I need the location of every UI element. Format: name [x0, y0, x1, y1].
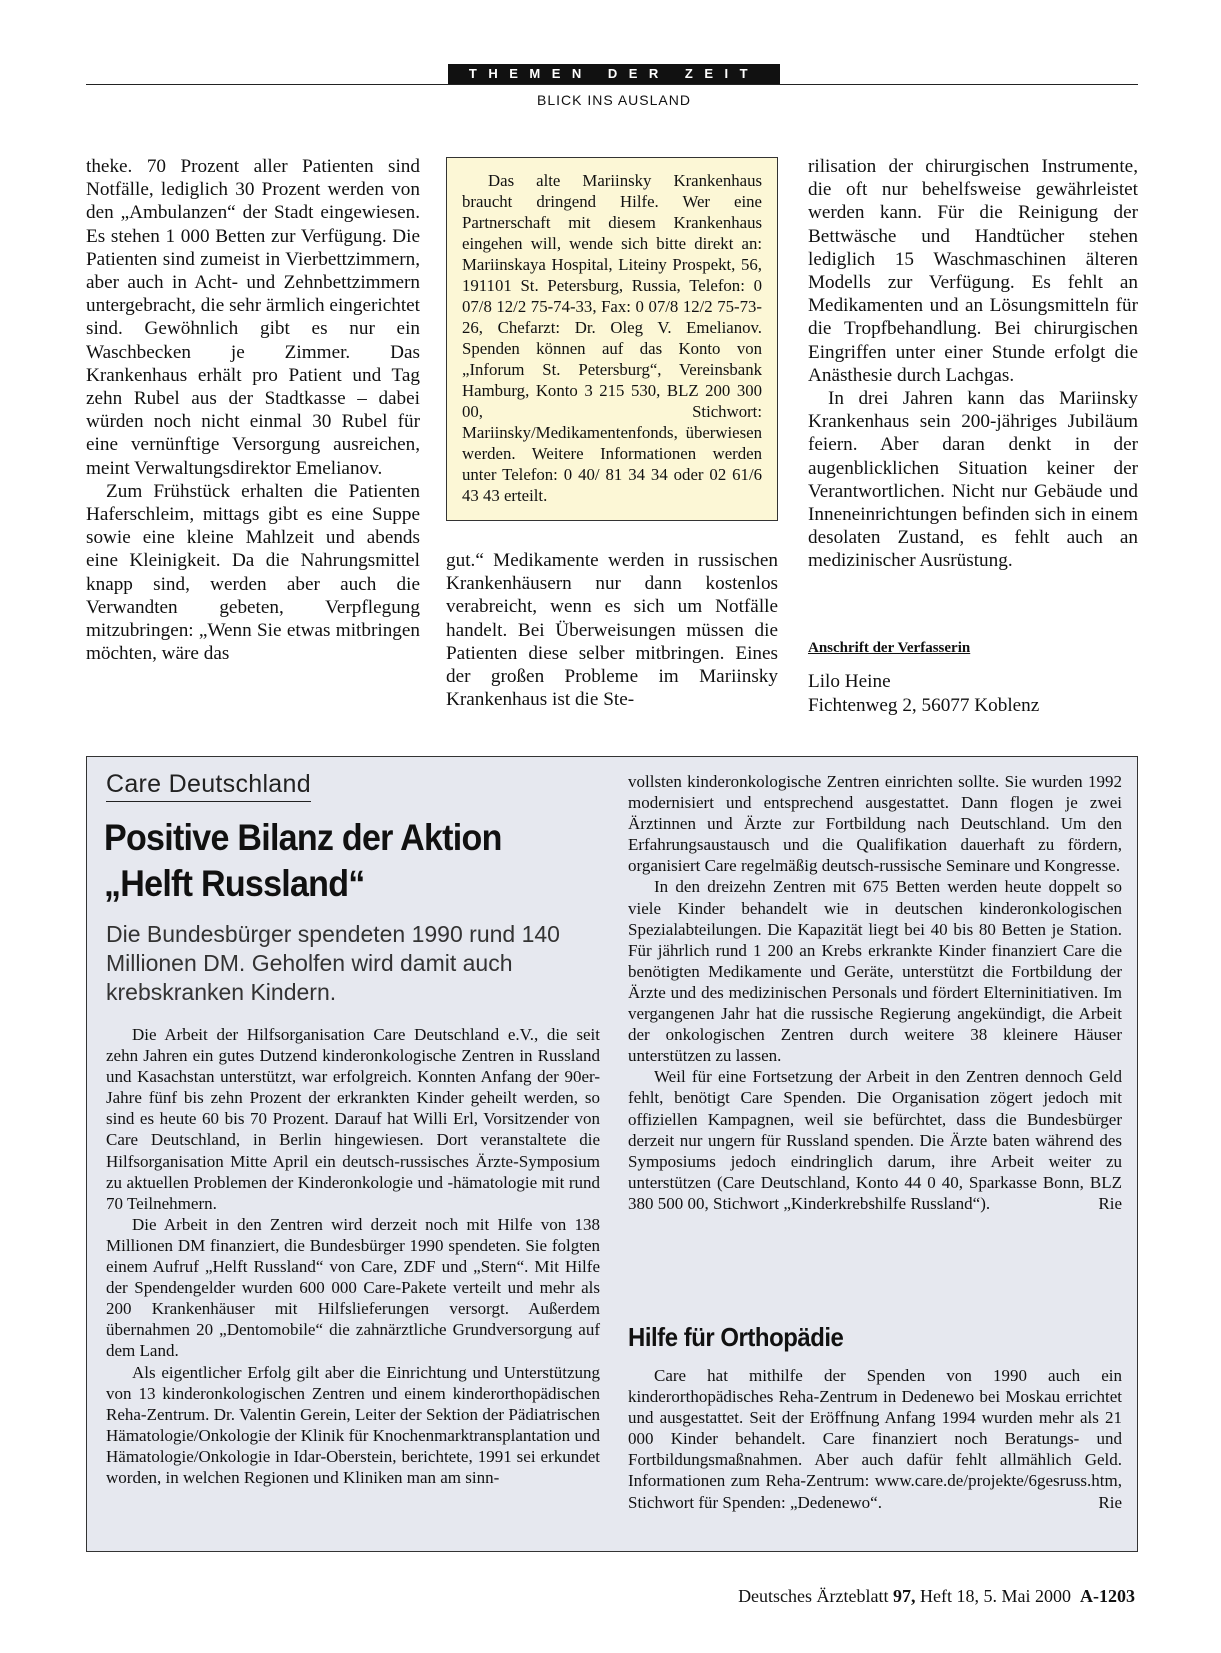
journal-issue: Heft 18, 5. Mai 2000 — [920, 1586, 1071, 1606]
article-paragraph: In drei Jahren kann das Mariinsky Krankenhaus sein 200-jähriges Jubiläum feiern. Aber daran denkt in der augenblicklichen Situation keiner der Verantwortlichen. Nicht nur Gebäude und Inneneinrichtungen befinden sich in einem desolaten Zustand, es fehlt auch an medizinischer Ausrüstung. — [808, 388, 1138, 572]
orthopedics-heading: Hilfe für Orthopädie — [628, 1322, 844, 1352]
article-paragraph: Zum Frühstück erhalten die Patienten Haferschleim, mittags gibt es eine Suppe sowie eine kleine Mahlzeit und abends eine Kleinigkeit. Da die Nahrungsmittel knapp sind, werden aber auch die Verwandten gebeten, Verpflegung mitzubringen: „Wenn Sie etwas mitbringen möchten, wäre das — [86, 480, 420, 665]
care-headline-line-1: Positive Bilanz der Aktion — [104, 817, 502, 858]
care-signature: Rie — [1098, 1193, 1122, 1213]
article-column-3 — [808, 155, 1138, 573]
donation-info-box — [446, 157, 778, 521]
care-paragraph: Care hat mithilfe der Spenden von 1990 auch ein kinderorthopädisches Reha-Zentrum in Dedenewo bei Moskau errichtet und ausgestattet. Seit der Eröffnung Anfang 1994 wurden mehr als 21 000 Kinder behandelt. Care finanziert noch Beratungs- und Fortbildungsmaßnahmen. Aber auch dafür fehlt allmählich Geld. Informationen zum Reha-Zentrum: www.care.de/projekte/6gesruss.htm, Stichwort für Spenden: „Dedenewo“. — [628, 1366, 1122, 1512]
article-column-1 — [86, 155, 420, 665]
care-paragraph: Als eigentlicher Erfolg gilt aber die Einrichtung und Unterstützung von 13 kinderonkologischen Zentren und einem kinderorthopädischen Reha-Zentrum. Dr. Valentin Gerein, Leiter der Sektion der Pädiatrischen Hämatologie/Onkologie der Klinik für Knochenmarktransplantation und Hämatologie/Onkologie in Idar-Oberstein, berichtete, 1991 sei erkundet worden, in welchen Regionen und Kliniken man am sinn- — [106, 1362, 600, 1487]
author-address-heading: Anschrift der Verfasserin — [808, 640, 971, 656]
section-banner: THEMEN DER ZEIT — [448, 64, 780, 84]
care-paragraph: Weil für eine Fortsetzung der Arbeit in den Zentren dennoch Geld fehlt, benötigt Care Spenden. Die Organisation zögert jedoch mit offiziellen Kampagnen, weil sie befürchtet, dass die Bundesbürger derzeit nur ungern für Russland spenden. Die Ärzte baten während des Symposiums jedoch eindringlich darum, ihre Arbeit weiter zu unterstützen (Care Deutschland, Konto 44 0 40, Sparkasse Bonn, BLZ 380 500 00, Stichwort „Kinderkrebshilfe Russland“). — [628, 1067, 1122, 1213]
care-paragraph: Die Arbeit in den Zentren wird derzeit noch mit Hilfe von 138 Millionen DM finanziert, die Bundesbürger 1990 spendeten. Sie folgten einem Aufruf „Helft Russland“ von Care, ZDF und „Stern“. Mit Hilfe der Spendengelder wurden 600 000 Care-Pakete verteilt und mehr als 200 Krankenhäuser mit Hilfslieferungen versorgt. Außerdem übernahmen 20 „Dentomobile“ die zahnärztliche Grundversorgung auf dem Land. — [106, 1214, 600, 1361]
header-rule — [86, 84, 1138, 85]
page-number: A-1203 — [1080, 1586, 1135, 1606]
care-column-left — [106, 1024, 600, 1488]
care-paragraph: vollsten kinderonkologische Zentren einrichten sollte. Sie wurden 1992 modernisiert und entsprechend ausgestattet. Dann flogen je zwei Ärztinnen und Ärzte zur Fortbildung nach Deutschland. Um den Erfahrungsaustausch und die Qualifikation dauerhaft zu fördern, organisiert Care regelmäßig deutsch-russische Seminare und Kongresse. — [628, 772, 1122, 876]
care-subtitle: Die Bundesbürger spendeten 1990 rund 140 Millionen DM. Geholfen wird damit auch krebskranken Kindern. — [106, 921, 560, 1005]
subsection-label: BLICK INS AUSLAND — [537, 92, 691, 108]
author-name: Lilo Heine — [808, 671, 891, 692]
journal-volume: 97, — [893, 1586, 916, 1606]
info-box-text: Das alte Mariinsky Krankenhaus braucht dringend Hilfe. Wer eine Partnerschaft mit diesem Krankenhaus eingehen will, wende sich bitte direkt an: Mariinskaya Hospital, Liteiny Prospekt, 56, 191101 St. Petersburg, Russia, Telefon: 0 07/8 12/2 75-74-33, Fax: 0 07/8 12/2 75-73-26, Chefarzt: Dr. Oleg V. Emelianov. Spenden können auf das Konto von „Inforum St. Petersburg“, Vereinsbank Hamburg, Konto 3 215 530, BLZ 200 300 00, Stichwort: Mariinsky/Medikamentenfonds, überwiesen werden. Weitere Informationen werden unter Telefon: 0 40/ 81 34 34 oder 02 61/6 43 43 erteilt. — [462, 171, 762, 505]
journal-name: Deutsches Ärzteblatt — [738, 1586, 889, 1606]
orthopedics-column — [628, 1365, 1122, 1513]
care-paragraph: Die Arbeit der Hilfsorganisation Care Deutschland e.V., die seit zehn Jahren ein gutes Dutzend kinderonkologische Zentren in Russland und Kasachstan unterstützt, war erfolgreich. Konnten Anfang der 90er-Jahre fünf bis zehn Prozent der erkrankten Kinder geheilt werden, so sind es heute 60 bis 70 Prozent. Darauf hat Willi Erl, Vorsitzender von Care Deutschland, in Berlin hingewiesen. Dort veranstaltete die Hilfsorganisation Mitte April ein deutsch-russisches Ärzte-Symposium zu aktuellen Problemen der Kinderonkologie und -hämatologie mit rund 70 Teilnehmern. — [106, 1025, 600, 1213]
article-column-2 — [446, 549, 778, 711]
article-paragraph: rilisation der chirurgischen Instrumente, die oft nur behelfsweise gewährleistet werden kann. Für die Reinigung der Bettwäsche und Handtücher stehen lediglich 15 Waschmaschinen älteren Modells zur Verfügung. Es fehlt an Medikamenten und an Lösungsmitteln für die Tropfbehandlung. Bei chirurgischen Eingriffen unter einer Stunde erfolgt die Anästhesie durch Lachgas. — [808, 156, 1138, 386]
article-paragraph: gut.“ Medikamente werden in russischen Krankenhäusern nur dann kostenlos verabreicht, wenn es sich um Notfälle handelt. Bei Überweisungen müssen die Patienten diese selber mitbringen. Eines der großen Probleme im Mariinsky Krankenhaus ist die Ste- — [446, 550, 778, 711]
orthopedics-signature: Rie — [1098, 1492, 1122, 1512]
care-headline — [104, 815, 546, 907]
care-kicker: Care Deutschland — [106, 770, 311, 802]
author-street: Fichtenweg 2, 56077 Koblenz — [808, 695, 1040, 716]
page-footer — [738, 1586, 1135, 1607]
article-paragraph: theke. 70 Prozent aller Patienten sind Notfälle, lediglich 30 Prozent werden von den „Ambulanzen“ der Stadt eingewiesen. Es stehen 1 000 Betten zur Verfügung. Die Patienten sind zumeist in Vierbettzimmern, aber auch in Acht- und Zehnbettzimmern untergebracht, die sehr ärmlich eingerichtet sind. Gewöhnlich gibt es nur ein Waschbecken je Zimmer. Das Krankenhaus erhält pro Patient und Tag zehn Rubel aus der Stadtkasse – dabei würden noch nicht einmal 30 Rubel für eine vernünftige Versorgung ausreichen, meint Verwaltungsdirektor Emelianov. — [86, 156, 420, 479]
care-headline-line-2: „Helft Russland“ — [104, 863, 365, 904]
care-paragraph: In den dreizehn Zentren mit 675 Betten werden heute doppelt so viele Kinder behandelt wie in deutschen kinderonkologischen Spezialabteilungen. Die Kapazität liegt bei 40 bis 80 Betten je Station. Für jährlich rund 1 200 an Krebs erkrankte Kinder finanziert Care die benötigten Medikamente und Geräte, unterstützt die Fortbildung der Ärzte und des medizinischen Personals und fördert Elterninitiativen. Im vergangenen Jahr hat die russische Regierung angekündigt, die Arbeit der onkologischen Zentren durch weitere 38 kleinere Häuser unterstützen zu lassen. — [628, 877, 1122, 1066]
care-column-right — [628, 771, 1122, 1214]
